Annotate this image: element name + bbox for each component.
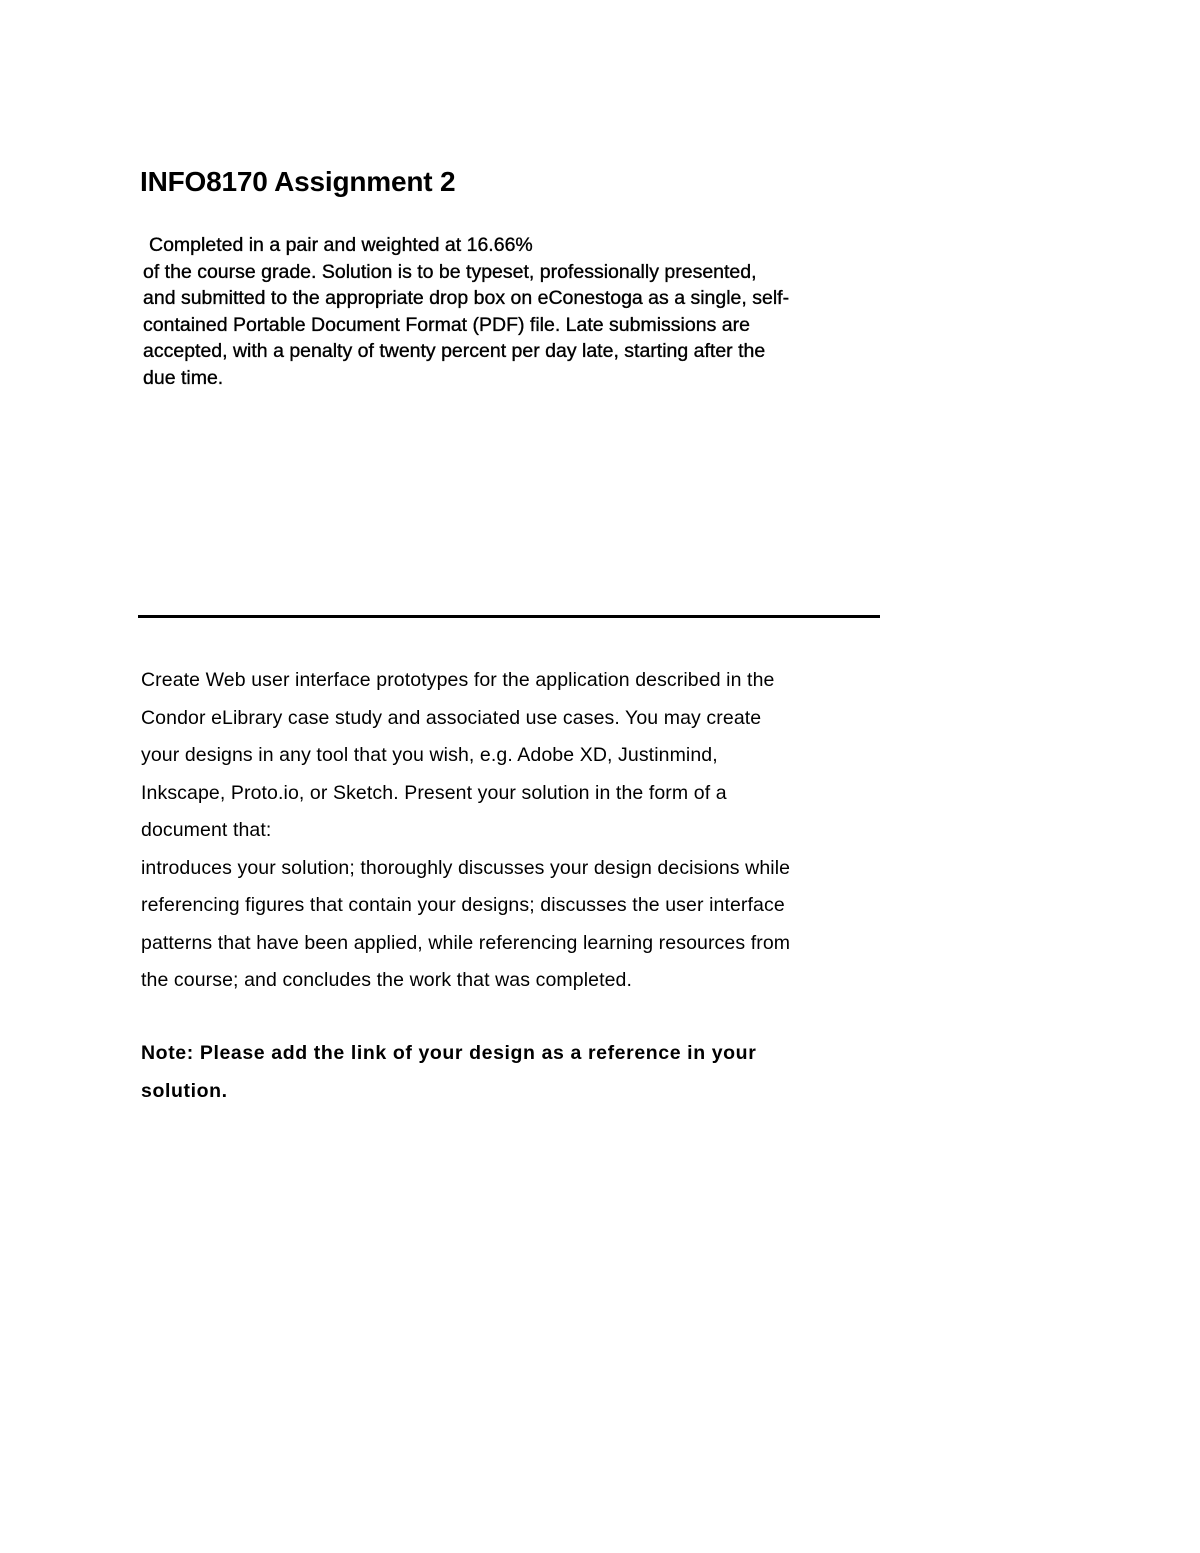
- intro-line: due time.: [143, 366, 224, 389]
- assignment-intro: [143, 232, 863, 391]
- intro-line: of the course grade. Solution is to be typeset, professionally presented,: [143, 260, 757, 283]
- note-line: solution.: [141, 1079, 228, 1102]
- intro-line: contained Portable Document Format (PDF) file. Late submissions are: [143, 313, 750, 336]
- description-line: introduces your solution; thoroughly discusses your design decisions while: [141, 856, 791, 879]
- intro-line: and submitted to the appropriate drop box on eConestoga as a single, self-: [143, 287, 790, 309]
- intro-line: Completed in a pair and weighted at 16.66%: [149, 234, 533, 256]
- description-line: Inkscape, Proto.io, or Sketch. Present your solution in the form of a: [141, 781, 727, 804]
- description-line: Condor eLibrary case study and associated use cases. You may create: [141, 706, 762, 729]
- description-line: the course; and concludes the work that was completed.: [141, 969, 633, 991]
- description-line: Create Web user interface prototypes for the application described in the: [141, 669, 775, 691]
- assignment-note: [141, 1035, 881, 1110]
- horizontal-divider: [138, 615, 880, 618]
- description-line: document that:: [141, 819, 272, 841]
- description-line: patterns that have been applied, while referencing learning resources from: [141, 931, 791, 954]
- intro-line: accepted, with a penalty of twenty percent per day late, starting after the: [143, 340, 766, 362]
- assignment-description: [141, 662, 881, 1000]
- note-line: Note: Please add the link of your design as a reference in your: [141, 1042, 757, 1064]
- document-title: INFO8170 Assignment 2: [140, 166, 456, 197]
- description-line: your designs in any tool that you wish, e.g. Adobe XD, Justinmind,: [141, 744, 718, 766]
- description-line: referencing figures that contain your designs; discusses the user interface: [141, 894, 785, 916]
